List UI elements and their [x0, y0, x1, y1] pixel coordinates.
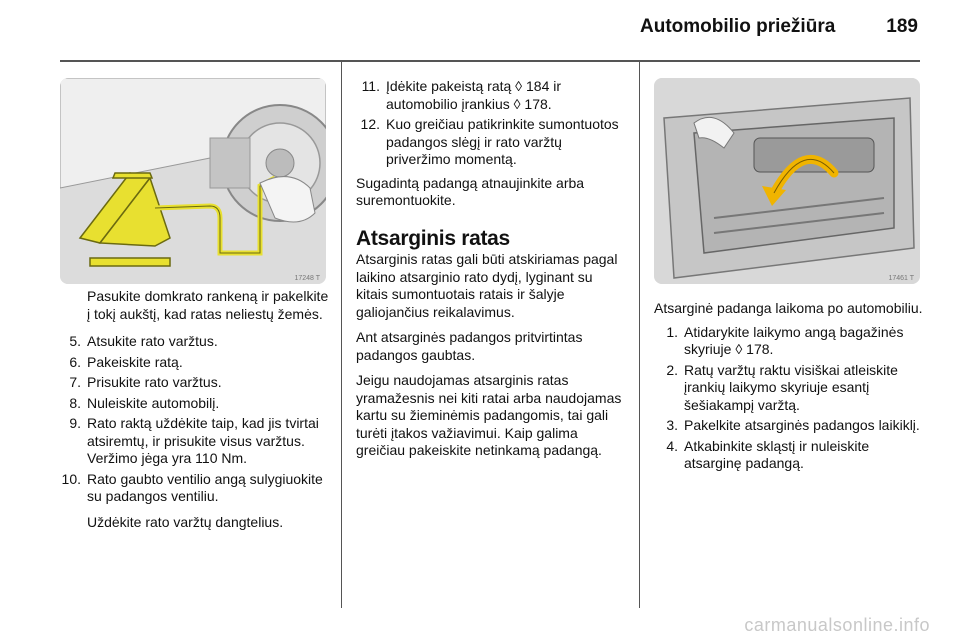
list-item: 2. Ratų varžtų raktu visiškai atleiskite įrankių laikymo skyriuje esantį šešiakampį varžtą.	[666, 361, 898, 413]
jack-illustration	[60, 78, 326, 284]
column-3-text	[654, 300, 924, 476]
instruction-paragraph: Uždėkite rato varžtų dangtelius.	[87, 513, 284, 530]
steps-list-3	[654, 324, 924, 473]
paragraph: Atsarginė padanga laikoma po automobiliu.	[654, 300, 923, 316]
trunk-illustration	[654, 78, 920, 284]
list-item: 10. Rato gaubto ventilio angą sulygiuokite su padangos ventiliu.	[61, 470, 323, 504]
steps-list-2	[356, 78, 628, 169]
figure-code: 17461 T	[888, 275, 914, 282]
column-1-text	[57, 288, 329, 531]
list-item: 12. Kuo greičiau patikrinkite sumontuotos padangos slėgį ir rato varžtų priveržimo momentą.	[360, 116, 619, 167]
page-header-title: Automobilio priežiūra	[640, 16, 836, 37]
list-item: 6. Pakeiskite ratą.	[69, 353, 183, 370]
steps-list-1	[57, 333, 329, 506]
page-number: 189	[886, 16, 918, 37]
column-2-text	[356, 78, 628, 460]
list-item: 4. Atkabinkite skląstį ir nuleiskite atsarginę padangą.	[666, 437, 870, 471]
paragraph: Ant atsarginės padangos pritvirtintas padangos gaubtas.	[356, 329, 583, 363]
car-jack-drawing	[60, 78, 326, 284]
instruction-paragraph: Pasukite domkrato rankeną ir pakelkite į tokį aukštį, kad ratas neliestų žemės.	[87, 288, 329, 322]
list-item: 8. Nuleiskite automobilį.	[69, 394, 220, 411]
column-divider-2	[639, 62, 640, 608]
paragraph: Sugadintą padangą atnaujinkite arba suremontuokite.	[356, 174, 585, 208]
column-divider-1	[341, 62, 342, 608]
section-heading: Atsarginis ratas	[356, 226, 510, 250]
paragraph: Jeigu naudojamas atsarginis ratas yramažesnis nei kiti ratai arba naudojamas kartu su žieminėmis padangomis, tai gali turėti įtakos važiavimui. Kaip galima greičiau pakeiskite netinkamą padangą.	[356, 372, 622, 458]
trunk-spare-wheel-drawing	[654, 78, 920, 284]
figure-code: 17248 T	[294, 275, 320, 282]
list-item: 7. Prisukite rato varžtus.	[69, 374, 222, 390]
list-item: 9. Rato raktą uždėkite taip, kad jis tvirtai atsiremtų, ir prisukite visus varžtus. Veržimo jėga yra 110 Nm.	[69, 415, 319, 466]
list-item: 5. Atsukite rato varžtus.	[69, 333, 218, 349]
list-item: 1. Atidarykite laikymo angą bagažinės skyriuje ◊ 178.	[666, 323, 904, 357]
list-item: 11. Įdėkite pakeistą ratą ◊ 184 ir automobilio įrankius ◊ 178.	[361, 78, 562, 112]
header-divider	[60, 60, 920, 62]
paragraph: Atsarginis ratas gali būti atskiriamas pagal laikino atsarginio rato dydį, lyginant su kitais sumontuotais ratais ir šalyje galiojančius reikalavimus.	[356, 251, 618, 320]
watermark: carmanualsonline.info	[744, 615, 930, 635]
list-item: 3. Pakelkite atsarginės padangos laikiklį.	[666, 417, 920, 433]
